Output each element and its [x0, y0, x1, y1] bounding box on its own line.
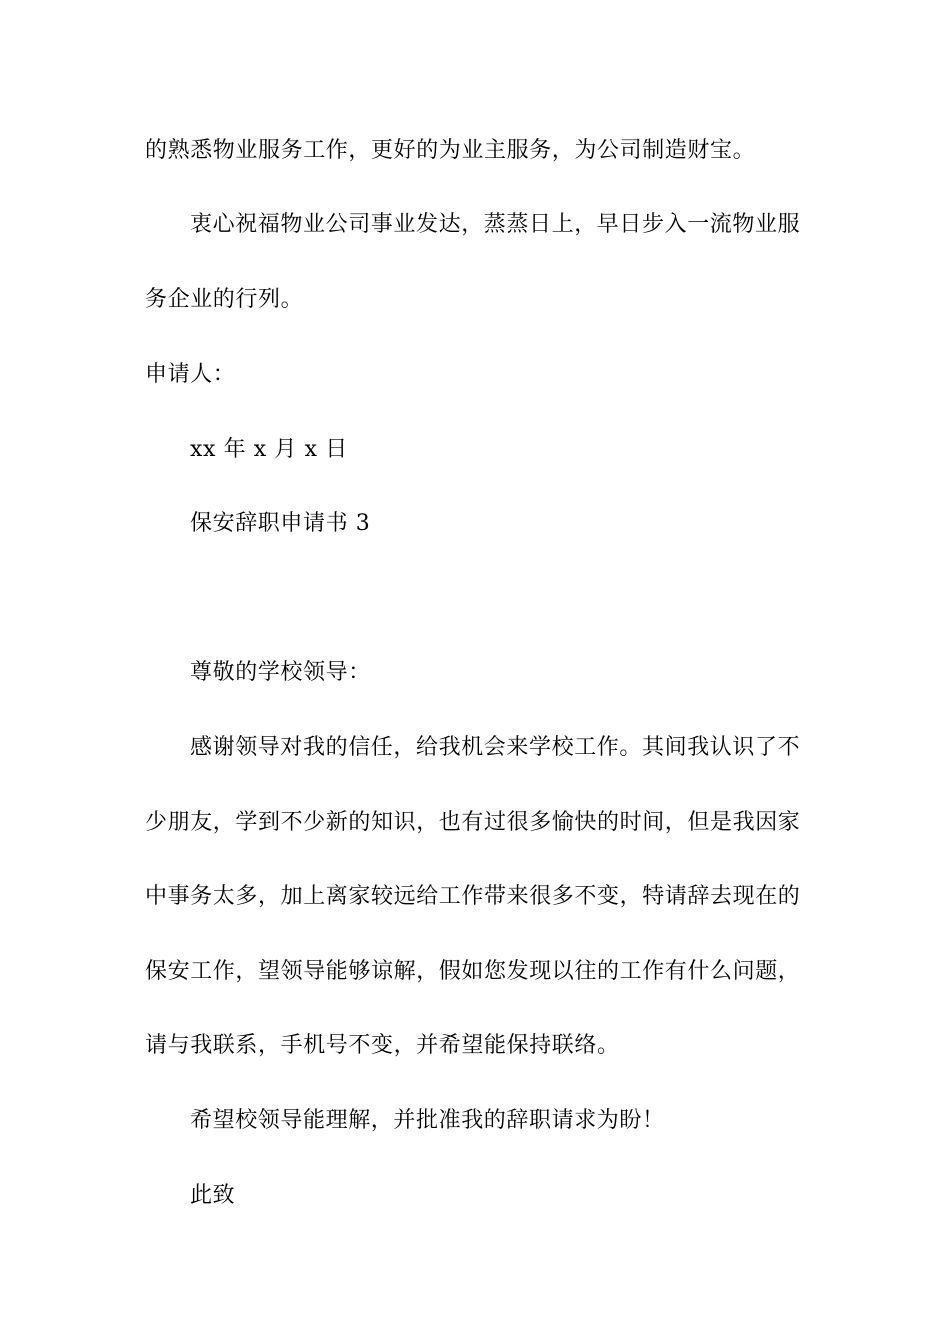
closing-line: 此致: [190, 1183, 236, 1208]
date-line: xx 年 x 月 x 日: [190, 437, 348, 462]
section-title: 保安辞职申请书 3: [190, 511, 371, 536]
paragraph-line: 衷心祝福物业公司事业发达，蒸蒸日上，早日步入一流物业服: [190, 212, 801, 237]
paragraph-line: 的熟悉物业服务工作，更好的为业主服务，为公司制造财宝。: [145, 138, 756, 163]
salutation: 尊敬的学校领导：: [190, 660, 371, 685]
paragraph-line: 请与我联系，手机号不变，并希望能保持联络。: [145, 1033, 620, 1058]
applicant-label: 申请人：: [145, 362, 236, 387]
paragraph-line: 务企业的行列。: [145, 287, 304, 312]
paragraph-line: 希望校领导能理解，并批准我的辞职请求为盼！: [190, 1108, 665, 1133]
paragraph-line: 中事务太多，加上离家较远给工作带来很多不变，特请辞去现在的: [145, 884, 801, 909]
paragraph-line: 保安工作，望领导能够谅解，假如您发现以往的工作有什么问题，: [145, 959, 801, 984]
paragraph-line: 少朋友，学到不少新的知识，也有过很多愉快的时间，但是我因家: [145, 810, 801, 835]
paragraph-line: 感谢领导对我的信任，给我机会来学校工作。其间我认识了不: [190, 735, 801, 760]
